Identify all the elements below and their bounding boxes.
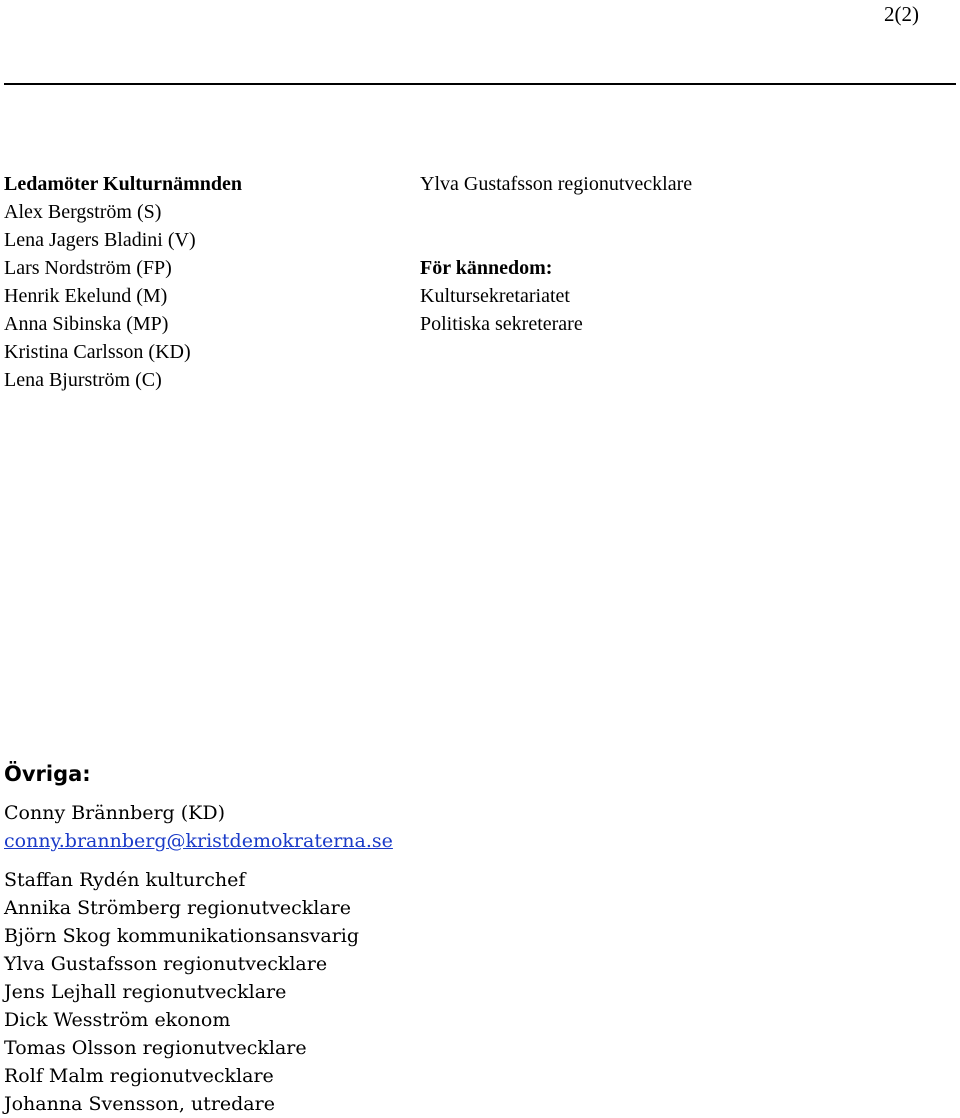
spacer <box>420 198 940 254</box>
staff-item: Ylva Gustafsson regionutvecklare <box>4 953 328 975</box>
members-heading: Ledamöter Kulturnämnden <box>4 173 242 195</box>
staff-item: Rolf Malm regionutvecklare <box>4 1065 274 1087</box>
member-item: Lars Nordström (FP) <box>4 257 172 279</box>
for-kannedom-item: Politiska sekreterare <box>420 313 583 335</box>
header-divider <box>4 83 956 85</box>
page-number: 2(2) <box>884 2 919 26</box>
contact-email-link[interactable]: conny.brannberg@kristdemokraterna.se <box>4 830 393 852</box>
ovriga-heading: Övriga: <box>4 762 91 786</box>
contact-email-row <box>4 827 904 855</box>
ovriga-staff-list <box>4 866 904 1118</box>
members-column <box>4 170 404 394</box>
ovriga-contact <box>4 799 904 855</box>
staff-item: Björn Skog kommunikationsansvarig <box>4 925 360 947</box>
recipient-item: Ylva Gustafsson regionutvecklare <box>420 173 693 195</box>
for-kannedom-heading: För kännedom: <box>420 257 553 279</box>
distribution-column <box>420 170 940 338</box>
member-item: Lena Jagers Bladini (V) <box>4 229 196 251</box>
member-item: Alex Bergström (S) <box>4 201 162 223</box>
member-item: Kristina Carlsson (KD) <box>4 341 191 363</box>
staff-item: Staffan Rydén kulturchef <box>4 869 246 891</box>
member-item: Lena Bjurström (C) <box>4 369 162 391</box>
contact-name: Conny Brännberg (KD) <box>4 802 226 824</box>
staff-item: Jens Lejhall regionutvecklare <box>4 981 287 1003</box>
member-item: Anna Sibinska (MP) <box>4 313 169 335</box>
staff-item: Annika Strömberg regionutvecklare <box>4 897 352 919</box>
staff-item: Johanna Svensson, utredare <box>4 1093 275 1115</box>
for-kannedom-item: Kultursekretariatet <box>420 285 570 307</box>
staff-item: Tomas Olsson regionutvecklare <box>4 1037 307 1059</box>
member-item: Henrik Ekelund (M) <box>4 285 168 307</box>
staff-item: Dick Wesström ekonom <box>4 1009 231 1031</box>
